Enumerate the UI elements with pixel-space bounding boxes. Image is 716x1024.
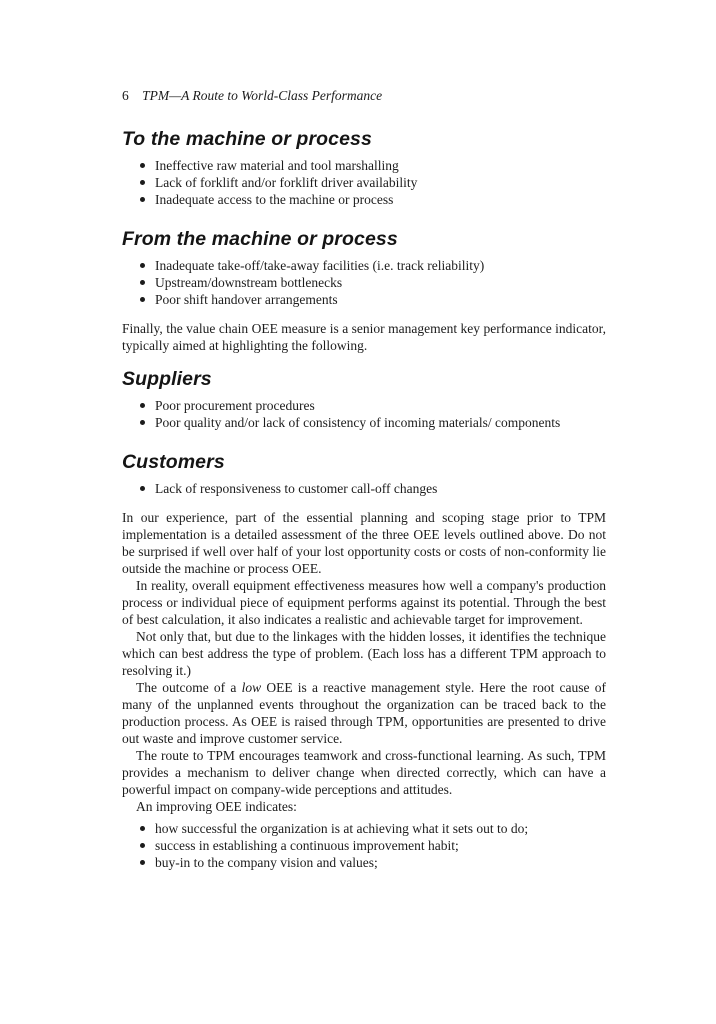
page-content	[122, 128, 606, 883]
list-item: Poor shift handover arrangements	[139, 291, 606, 308]
list-item: Lack of responsiveness to customer call-off changes	[139, 480, 606, 497]
from-machine-list	[122, 257, 606, 308]
list-item: Upstream/downstream bottlenecks	[139, 274, 606, 291]
customers-list	[122, 480, 606, 497]
section-heading-to-machine: To the machine or process	[122, 128, 372, 150]
list-item: Inadequate access to the machine or process	[139, 191, 606, 208]
list-item: Inadequate take-off/take-away facilities (i.e. track reliability)	[139, 257, 606, 274]
to-machine-list	[122, 157, 606, 208]
list-item: Poor quality and/or lack of consistency of incoming materials/ components	[139, 414, 606, 431]
page-number: 6	[122, 88, 129, 103]
body-paragraph: In our experience, part of the essential planning and scoping stage prior to TPM implementation is a detailed assessment of the three OEE levels outlined above. Do not be surprised if well over half of your lost opportunity costs or costs of non-conformity lie outside the machine or process OEE.	[122, 510, 606, 576]
list-item: success in establishing a continuous improvement habit;	[139, 837, 606, 854]
list-item: Ineffective raw material and tool marshalling	[139, 157, 606, 174]
body-paragraph: The route to TPM encourages teamwork and cross-functional learning. As such, TPM provides a mechanism to deliver change when directed correctly, which can have a powerful impact on company-wide perceptions and attitudes.	[122, 748, 606, 797]
section-heading-customers: Customers	[122, 451, 225, 473]
indicates-list	[122, 820, 606, 871]
body-paragraph: In reality, overall equipment effectiveness measures how well a company's production process or individual piece of equipment performs against its potential. Through the best of best calculation, it also indicates a realistic and achievable target for improvement.	[122, 578, 606, 627]
body-paragraph: An improving OEE indicates:	[136, 799, 297, 814]
list-item: Poor procurement procedures	[139, 397, 606, 414]
section-heading-suppliers: Suppliers	[122, 368, 212, 390]
body-paragraph: Not only that, but due to the linkages with the hidden losses, it identifies the technique which can best address the type of problem. (Each loss has a different TPM approach to resolving it.)	[122, 629, 606, 678]
text-run: OEE is a reactive management style. Here the root cause of many of the unplanned events throughout the organization can be traced back to the production process. As OEE is raised through TPM, opportunities are presented to drive out waste and improve customer service.	[122, 680, 606, 746]
section-heading-from-machine: From the machine or process	[122, 228, 398, 250]
list-item: buy-in to the company vision and values;	[139, 854, 606, 871]
body-paragraph	[122, 679, 606, 747]
list-item: how successful the organization is at achieving what it sets out to do;	[139, 820, 606, 837]
suppliers-list	[122, 397, 606, 431]
running-head-title: TPM—A Route to World-Class Performance	[142, 88, 383, 103]
list-item: Lack of forklift and/or forklift driver availability	[139, 174, 606, 191]
emphasis-low: low	[241, 680, 262, 695]
running-head	[122, 88, 382, 104]
text-run: The outcome of a	[136, 680, 242, 695]
finally-paragraph: Finally, the value chain OEE measure is a senior management key performance indicator, typically aimed at highlighting the following.	[122, 321, 606, 353]
